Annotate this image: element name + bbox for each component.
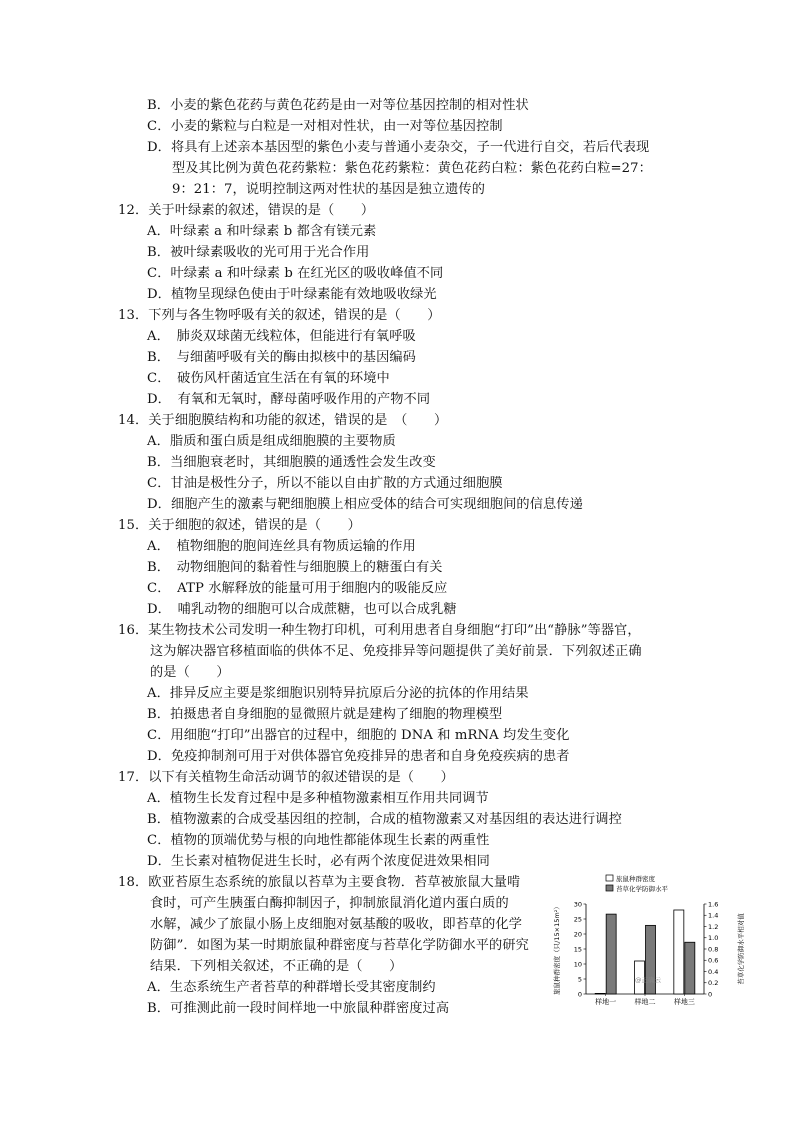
q14-option-d: D．细胞产生的激素与靶细胞膜上相应受体的结合可实现细胞间的信息传递 (147, 497, 583, 512)
y-axis-title-right: 苔草化学防御水平相对值 (737, 913, 745, 985)
y-tick-label-right: 1.4 (708, 911, 719, 920)
y-tick-label-right: 1.2 (708, 922, 719, 931)
bar-density (674, 910, 684, 994)
q12-option-c: C．叶绿素 a 和叶绿素 b 在红光区的吸收峰值不同 (147, 266, 444, 281)
y-tick-label-right: 0 (708, 990, 713, 999)
y-tick-label-right: 1.0 (708, 934, 719, 943)
y-tick-label-left: 30 (573, 900, 582, 909)
y-tick-label-left: 0 (577, 990, 582, 999)
q18-stem: 18．欧亚苔原生态系统的旅鼠以苔草为主要食物．苔草被旅鼠大量啃 (118, 875, 521, 890)
q18-option-a: A．生态系统生产者苔草的种群增长受其密度制约 (147, 980, 436, 995)
q16-option-b: B．拍摄患者自身细胞的显微照片就是建构了细胞的物理模型 (147, 707, 503, 722)
x-tick-label: 样地二 (634, 998, 656, 1006)
q16-option-d: D．免疫抑制剂可用于对供体器官免疫排异的患者和自身免疫疾病的患者 (147, 749, 570, 764)
q11-option-d: D．将具有上述亲本基因型的紫色小麦与普通小麦杂交，子一代进行自交，若后代表现 (147, 140, 650, 155)
q12-option-d: D．植物呈现绿色使由于叶绿素能有效地吸收绿光 (147, 287, 437, 302)
q17-option-a: A．植物生长发育过程中是多种植物激素相互作用共同调节 (147, 791, 489, 806)
legend-swatch-density (606, 875, 613, 881)
q15-option-d: D． 哺乳动物的细胞可以合成蔗糖，也可以合成乳糖 (147, 602, 457, 617)
q18-stem-cont4: 结果．下列相关叙述，不正确的是（ ） (150, 959, 403, 974)
q17-stem: 17．以下有关植物生命活动调节的叙述错误的是（ ） (118, 770, 454, 785)
y-tick-label-right: 0.4 (708, 967, 719, 976)
legend-label-density: 旅鼠种群密度 (616, 875, 655, 883)
q18-stem-cont3: 防御”．如图为某一时期旅鼠种群密度与苔草化学防御水平的研究 (150, 938, 529, 953)
q13-option-c: C． 破伤风杆菌适宜生活在有氧的环境中 (147, 371, 390, 386)
q14-option-c: C．甘油是极性分子，所以不能以自由扩散的方式通过细胞膜 (147, 476, 503, 491)
bar-defense (606, 914, 616, 994)
y-tick-label-left: 20 (573, 930, 582, 939)
q11-option-c: C．小麦的紫粒与白粒是一对相对性状，由一对等位基因控制 (147, 119, 503, 134)
q14-option-b: B．当细胞衰老时，其细胞膜的通透性会发生改变 (147, 455, 436, 470)
q18-stem-cont2: 水解，减少了旅鼠小肠上皮细胞对氨基酸的吸收，即苔草的化学 (150, 917, 523, 932)
q18-option-b: B．可推测此前一段时间样地一中旅鼠种群密度过高 (147, 1001, 450, 1016)
q12-option-a: A．叶绿素 a 和叶绿素 b 都含有镁元素 (147, 224, 377, 239)
chart-watermark: @正确云 (635, 976, 661, 984)
q15-option-c: C． ATP 水解释放的能量可用于细胞内的吸能反应 (147, 581, 448, 596)
q16-stem-cont1: 这为解决器官移植面临的供体不足、免疫排异等问题提供了美好前景．下列叙述正确 (150, 644, 642, 659)
y-tick-label-left: 10 (573, 960, 582, 969)
q14-stem: 14．关于细胞膜结构和功能的叙述，错误的是 （ ） (118, 413, 448, 428)
q12-option-b: B．被叶绿素吸收的光可用于光合作用 (147, 245, 370, 260)
q13-stem: 13．下列与各生物呼吸有关的叙述，错误的是（ ） (118, 308, 441, 323)
q15-option-a: A． 植物细胞的胞间连丝具有物质运输的作用 (147, 539, 416, 554)
q14-option-a: A．脂质和蛋白质是组成细胞膜的主要物质 (147, 434, 396, 449)
x-tick-label: 样地三 (673, 998, 695, 1006)
q16-stem: 16．某生物技术公司发明一种生物打印机，可利用患者自身细胞“打印”出“静脉”等器官， (118, 623, 641, 638)
y-tick-label-left: 15 (573, 945, 582, 954)
q17-option-d: D．生长素对植物促进生长时，必有两个浓度促进效果相同 (147, 854, 490, 869)
chart-svg (550, 872, 750, 1012)
bar-defense (685, 942, 695, 994)
q16-stem-cont2: 的是（ ） (150, 665, 230, 680)
lemming-sedge-chart (550, 872, 750, 1012)
q11-option-d-cont1: 型及其比例为黄色花药紫粒：紫色花药紫粒：黄色花药白粒：紫色花药白粒=27： (172, 161, 652, 176)
y-tick-label-right: 0.2 (708, 979, 719, 988)
q18-stem-cont1: 食时，可产生胰蛋白酶抑制因子，抑制旅鼠消化道内蛋白质的 (150, 896, 509, 911)
q16-option-c: C．用细胞“打印”出器官的过程中，细胞的 DNA 和 mRNA 均发生变化 (147, 728, 570, 743)
y-tick-label-right: 1.6 (708, 900, 719, 909)
q11-option-b: B．小麦的紫色花药与黄色花药是由一对等位基因控制的相对性状 (147, 98, 529, 113)
x-tick-label: 样地一 (595, 998, 617, 1006)
q17-option-b: B．植物激素的合成受基因组的控制，合成的植物激素又对基因组的表达进行调控 (147, 812, 622, 827)
legend-label-defense: 苔草化学防御水平 (616, 885, 668, 893)
q15-option-b: B． 动物细胞间的黏着性与细胞膜上的糖蛋白有关 (147, 560, 443, 575)
q12-stem: 12．关于叶绿素的叙述，错误的是（ ） (118, 203, 375, 218)
y-axis-title-left: 旅鼠种群密度（只/15×15m²） (553, 903, 561, 995)
q16-option-a: A．排异反应主要是浆细胞识别特异抗原后分泌的抗体的作用结果 (147, 686, 529, 701)
q17-option-c: C．植物的顶端优势与根的向地性都能体现生长素的两重性 (147, 833, 490, 848)
q15-stem: 15．关于细胞的叙述，错误的是（ ） (118, 518, 361, 533)
q11-option-d-cont2: 9：21：7，说明控制这两对性状的基因是独立遗传的 (172, 182, 485, 197)
q13-option-b: B． 与细菌呼吸有关的酶由拟核中的基因编码 (147, 350, 416, 365)
y-tick-label-left: 5 (577, 975, 582, 984)
bar-density (595, 993, 605, 994)
q13-option-d: D． 有氧和无氧时，酵母菌呼吸作用的产物不同 (147, 392, 431, 407)
q13-option-a: A． 肺炎双球菌无线粒体，但能进行有氧呼吸 (147, 329, 416, 344)
y-tick-label-left: 25 (573, 915, 582, 924)
y-tick-label-right: 0.8 (708, 945, 719, 954)
y-tick-label-right: 0.6 (708, 956, 719, 965)
legend-swatch-defense (606, 885, 613, 891)
